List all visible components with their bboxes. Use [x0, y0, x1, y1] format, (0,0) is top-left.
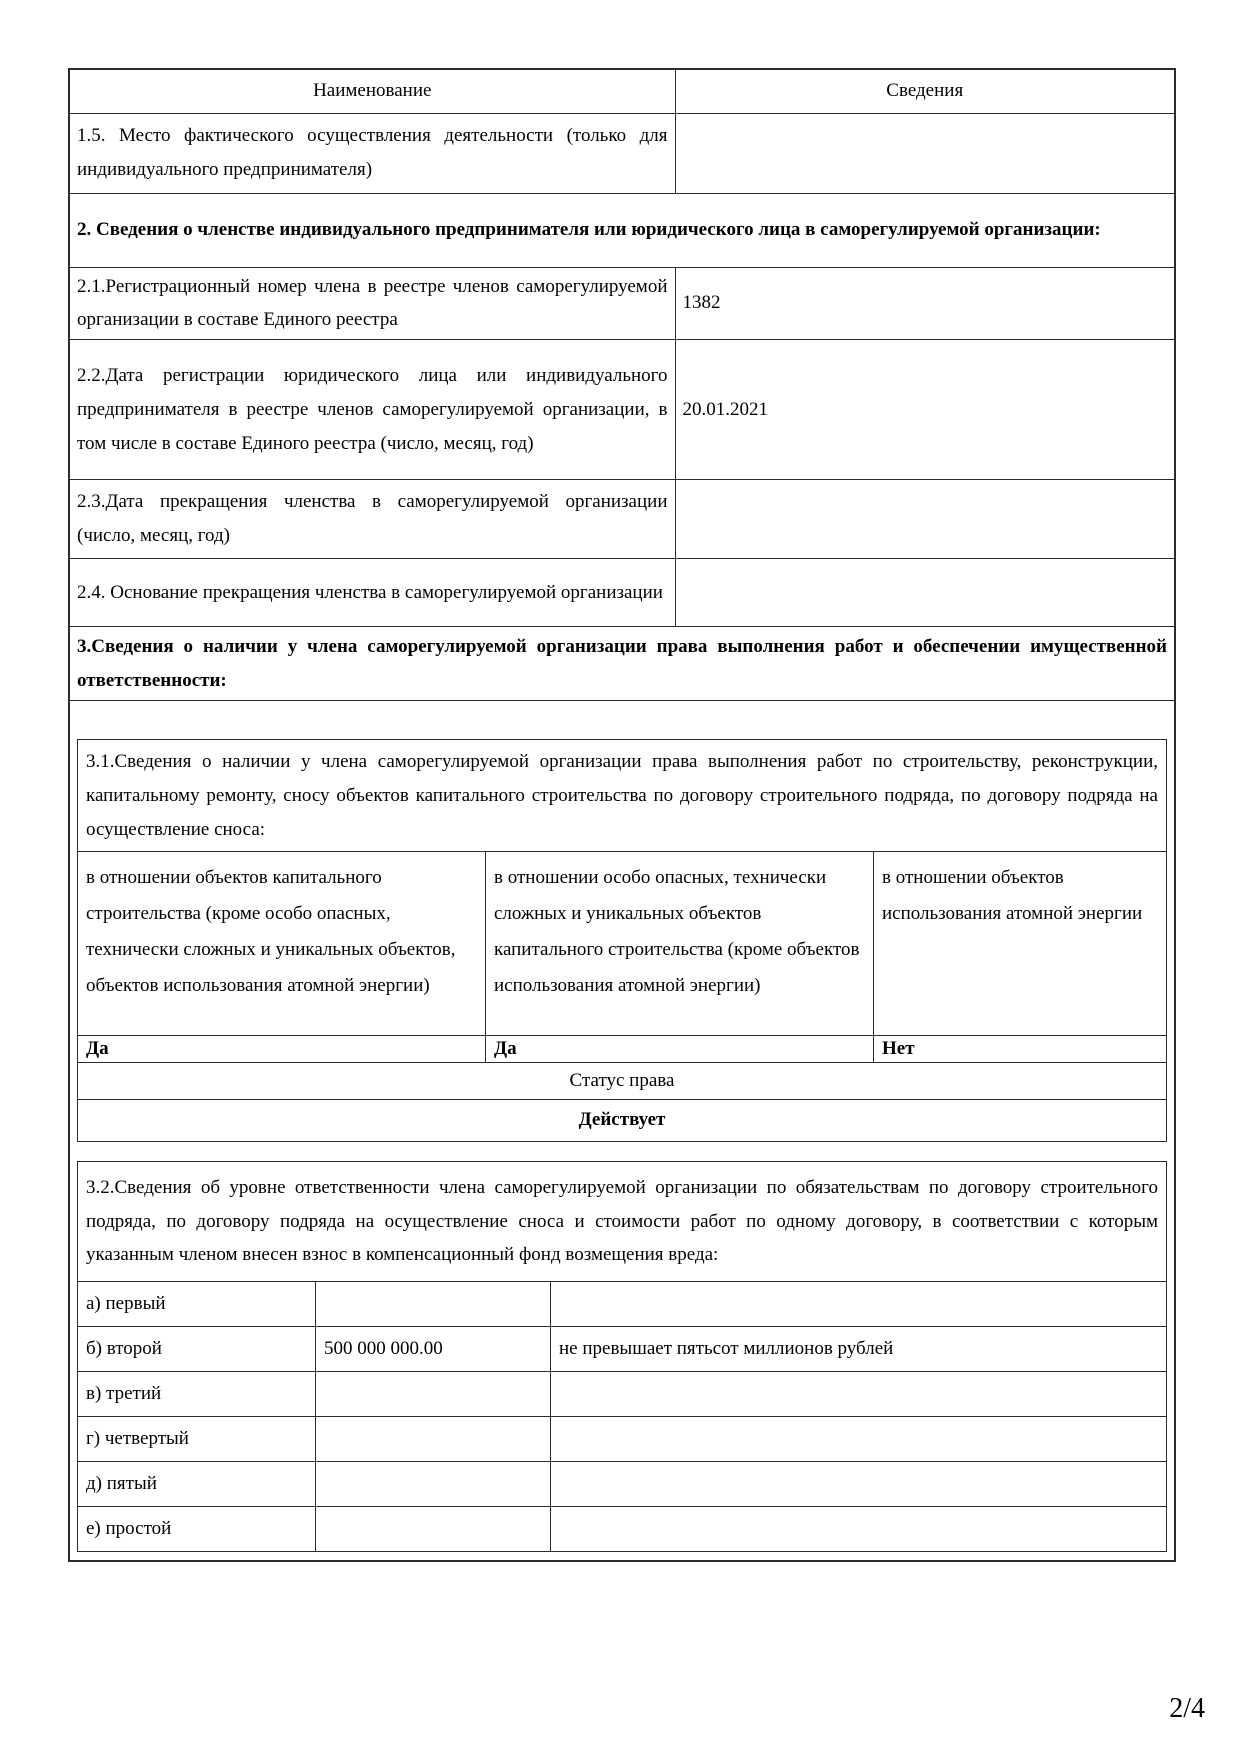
level-second-description: не превышает пятьсот миллионов рублей	[551, 1326, 1167, 1371]
col-header-hazardous-unique-objects: в отношении особо опасных, технически сложных и уникальных объектов капитального строительства (кроме объектов использования атомной энергии)	[486, 852, 874, 1036]
table-3-1-work-rights	[77, 739, 1167, 1142]
status-value-row	[78, 1099, 1167, 1141]
level-fourth-amount	[316, 1416, 551, 1461]
row-2-1	[69, 267, 1175, 340]
row-2-2	[69, 340, 1175, 480]
page-number: 2/4	[1169, 1693, 1205, 1724]
row-1-5-value	[675, 113, 1175, 193]
row-3-1-intro	[78, 740, 1167, 852]
level-row-second	[78, 1326, 1167, 1371]
nested-tables-row	[69, 701, 1175, 1561]
row-2-1-label: 2.1.Регистрационный номер члена в реестре членов саморегулируемой организации в составе Единого реестра	[69, 267, 675, 340]
level-row-third	[78, 1371, 1167, 1416]
row-2-3-label: 2.3.Дата прекращения членства в саморегулируемой организации (число, месяц, год)	[69, 480, 675, 559]
work-rights-values-row	[78, 1036, 1167, 1063]
level-simple-amount	[316, 1506, 551, 1551]
level-simple-description	[551, 1506, 1167, 1551]
row-1-5-label: 1.5. Место фактического осуществления деятельности (только для индивидуального предпринимателя)	[69, 113, 675, 193]
level-row-fourth	[78, 1416, 1167, 1461]
row-3-2-intro	[78, 1161, 1167, 1281]
row-3-2-intro-text: 3.2.Сведения об уровне ответственности члена саморегулируемой организации по обязательствам по договору строительного подряда, по договору подряда на осуществление сноса и стоимости работ по одному договору, в соответствии с которым указанным членом внесен взнос в компенсационный фонд возмещения вреда:	[78, 1161, 1167, 1281]
header-name-cell: Наименование	[69, 69, 675, 113]
col-header-nuclear-energy-objects: в отношении объектов использования атомной энергии	[874, 852, 1167, 1036]
row-2-4-value	[675, 559, 1175, 627]
level-fourth-description	[551, 1416, 1167, 1461]
row-3-1-intro-text: 3.1.Сведения о наличии у члена саморегулируемой организации права выполнения работ по строительству, реконструкции, капитальному ремонту, сносу объектов капитального строительства по договору строительного подряда, по договору подряда на осуществление сноса:	[78, 740, 1167, 852]
status-value: Действует	[78, 1099, 1167, 1141]
level-first-amount	[316, 1281, 551, 1326]
section-3-title: 3.Сведения о наличии у члена саморегулируемой организации права выполнения работ и обеспечении имущественной ответственности:	[69, 627, 1175, 701]
row-1-5	[69, 113, 1175, 193]
table-header-row	[69, 69, 1175, 113]
row-2-2-label: 2.2.Дата регистрации юридического лица или индивидуального предпринимателя в реестре членов саморегулируемой организации, в том числе в составе Единого реестра (число, месяц, год)	[69, 340, 675, 480]
level-third-amount	[316, 1371, 551, 1416]
level-fourth-label: г) четвертый	[78, 1416, 316, 1461]
section-3-row	[69, 627, 1175, 701]
level-row-fifth	[78, 1461, 1167, 1506]
level-first-description	[551, 1281, 1167, 1326]
row-2-1-value: 1382	[675, 267, 1175, 340]
row-2-4-label: 2.4. Основание прекращения членства в саморегулируемой организации	[69, 559, 675, 627]
level-row-first	[78, 1281, 1167, 1326]
table-3-2-responsibility-levels	[77, 1161, 1167, 1552]
value-capital-construction: Да	[78, 1036, 486, 1063]
level-row-simple	[78, 1506, 1167, 1551]
row-2-3-value	[675, 480, 1175, 559]
level-fifth-label: д) пятый	[78, 1461, 316, 1506]
level-fifth-amount	[316, 1461, 551, 1506]
level-third-label: в) третий	[78, 1371, 316, 1416]
row-2-3	[69, 480, 1175, 559]
row-2-2-value: 20.01.2021	[675, 340, 1175, 480]
level-first-label: а) первый	[78, 1281, 316, 1326]
level-third-description	[551, 1371, 1167, 1416]
level-simple-label: е) простой	[78, 1506, 316, 1551]
section-2-title: 2. Сведения о членстве индивидуального предпринимателя или юридического лица в саморегулируемой организации:	[69, 193, 1175, 267]
registry-main-table	[68, 68, 1176, 1562]
row-2-4	[69, 559, 1175, 627]
header-info-cell: Сведения	[675, 69, 1175, 113]
status-label: Статус права	[78, 1062, 1167, 1099]
work-rights-header-row	[78, 852, 1167, 1036]
nested-tables-cell	[69, 701, 1175, 1561]
level-fifth-description	[551, 1461, 1167, 1506]
value-nuclear-energy-objects: Нет	[874, 1036, 1167, 1063]
level-second-label: б) второй	[78, 1326, 316, 1371]
level-second-amount: 500 000 000.00	[316, 1326, 551, 1371]
section-2-row	[69, 193, 1175, 267]
status-label-row	[78, 1062, 1167, 1099]
col-header-capital-construction: в отношении объектов капитального строительства (кроме особо опасных, технически сложных и уникальных объектов, объектов использования атомной энергии)	[78, 852, 486, 1036]
value-hazardous-unique-objects: Да	[486, 1036, 874, 1063]
